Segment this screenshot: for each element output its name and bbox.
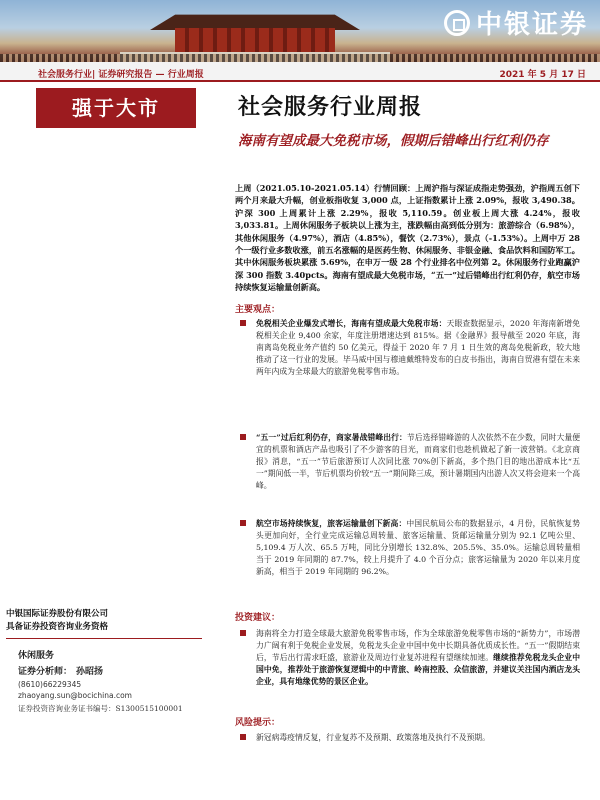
header-banner (0, 0, 600, 62)
left-divider (6, 638, 202, 639)
key-point-lead: 航空市场持续恢复，旅客运输量创下新高： (256, 519, 407, 528)
key-point-item (240, 432, 580, 492)
bullet-square-icon (240, 434, 246, 440)
report-subheader (0, 62, 600, 82)
investment-advice-item (240, 628, 580, 688)
key-point-lead: 免税相关企业爆发式增长，海南有望成最大免税市场： (256, 319, 447, 328)
weekly-summary: 上周（2021.05.10-2021.05.14）行情回顾：上周沪指与深证成指走势强劲，沪指周五创下两个月来最大升幅，创业板指收复 3,000 点，上证指数累计上涨 2.09%，报收 3,490.38。沪深 300 上周累计上涨 2.29%，报收 5,110.59。创业板上周大涨 4.24%，报收 3,033.81。上周休闲服务子板块以上涨为主，涨跌幅由高到低分别为：旅游综合（6.98%），其他休闲服务（4.97%），酒店（4.85%），餐饮（2.73%），景点（-1.53%）。上周中万 28 个一级行业多数收涨，前五名涨幅的是医药生物、休闲服务、非银金融、食品饮料和国防军工。其中休闲服务板块累涨 5.69%，在申万一级 28 个行业排名中位列第 2。休闲服务行业跑赢沪深 300 指数 3.40pcts。海南有望成最大免税市场，“五一”过后错峰出行红利仍存，航空市场持续恢复运输量创新高。 (235, 183, 580, 293)
page-title: 社会服务行业周报 (238, 94, 423, 120)
risk-text: 新冠病毒疫情反复，行业复苏不及预期、政策落地及执行不及预期。 (256, 733, 490, 742)
rating-badge: 强于大市 (36, 88, 196, 128)
investment-advice-heading: 投资建议： (235, 613, 281, 623)
analyst-phone: (8610)66229345 (18, 680, 82, 689)
company-qualification: 具备证券投资咨询业务资格 (6, 622, 109, 632)
risk-heading: 风险提示： (235, 718, 281, 728)
bullet-square-icon (240, 520, 246, 526)
report-category: 社会服务行业| 证券研究报告 — 行业周报 (38, 70, 204, 80)
key-points-heading: 主要观点： (235, 305, 281, 315)
bank-logo-icon (444, 10, 470, 36)
brand-logo-text: 中银证券 (475, 10, 588, 40)
palace-roof-graphic (150, 8, 360, 30)
department-label: 休闲服务 (18, 651, 55, 661)
key-point-text: 天眼查数据显示，2020 年海南新增免税相关企业 9,400 余家，年度注册增速达到 815%。据《金融界》报导截至 2020 年底，海南离岛免税业务产值约 50 亿美元，得益于 2020 年 7 月 1 日生效的离岛免税新政，较大地推动了这一行业的发展。毕马威中国与穆迪戴维特发布的白皮书指出，海南自贸港有望在未来两年内成为全球最大的旅游免税零售市场。 (256, 319, 580, 377)
risk-item (240, 732, 580, 744)
analyst-email[interactable]: zhaoyang.sun@bocichina.com (18, 691, 132, 700)
investment-advice-text: 海南将全力打造全球最大旅游免税零售市场，作为全球旅游免税零售市场的“新势力”，市场潜力广阔有利于免税企业发展，免税龙头企业中国中免中长期具备优质成长性。“五一”假期结束后，节后出行需求旺盛，旅游业及周边行业复苏进程有望继续加速。 (256, 629, 580, 663)
key-point-text: 中国民航局公布的数据显示，4 月份，民航恢复势头更加向好，全行业完成运输总周转量、旅客运输量、货邮运输量分别为 92.1 亿吨公里、5,109.4 万人次、65.5 万吨，同比分别增长 132.8%、205.5%、35.0%。运输总周转量相当于 2019 年同期的 87.7%，较上月提升了 4.0 个百分点；旅客运输量为 2020 年以来月度新高，相当于 2019 年同期的 96.2%。 (256, 519, 581, 577)
brand-logo (444, 4, 588, 41)
key-point-item (240, 518, 580, 578)
analyst-label: 证券分析师： (18, 667, 73, 677)
palace-hall-graphic (175, 28, 335, 54)
bullet-square-icon (240, 630, 246, 636)
bullet-square-icon (240, 734, 246, 740)
key-point-text: 节后选择错峰游的人次依然不在少数，同时大量便宜的机票和酒店产品也吸引了不少游客的目光，而商家们也趁机做起了新一波营销。《北京商报》消息，“五一”节后旅游预订人次同比涨 70%创下新高，多个热门目的地出游成本比“五一”期间低一半，节后机票均价较“五一”期间降三成，预计暑期国内出游人次又将会迎来一个高峰。 (256, 433, 581, 491)
page-subtitle: 海南有望成最大免税市场，假期后错峰出行红利仍存 (238, 133, 549, 149)
key-point-item (240, 318, 580, 378)
bullet-square-icon (240, 320, 246, 326)
company-info (6, 608, 206, 634)
investment-advice-recommendation: 继续推荐免税龙头企业中国中免，推荐处于旅游恢复逻辑中的中青旅、岭南控股、众信旅游，并建议关注国内酒店龙头企业，具有地缘优势的景区企业。 (256, 653, 581, 687)
analyst-info (18, 664, 103, 677)
company-name: 中银国际证券股份有限公司 (6, 609, 109, 619)
analyst-certificate: 证券投资咨询业务证书编号：S1300515100001 (18, 704, 183, 713)
crowd-graphic (0, 54, 600, 62)
key-point-lead: “五一”过后红利仍存，商家暑战错峰出行： (256, 433, 407, 442)
analyst-name: 孙昭扬 (76, 667, 104, 677)
report-date: 2021 年 5 月 17 日 (499, 70, 586, 80)
